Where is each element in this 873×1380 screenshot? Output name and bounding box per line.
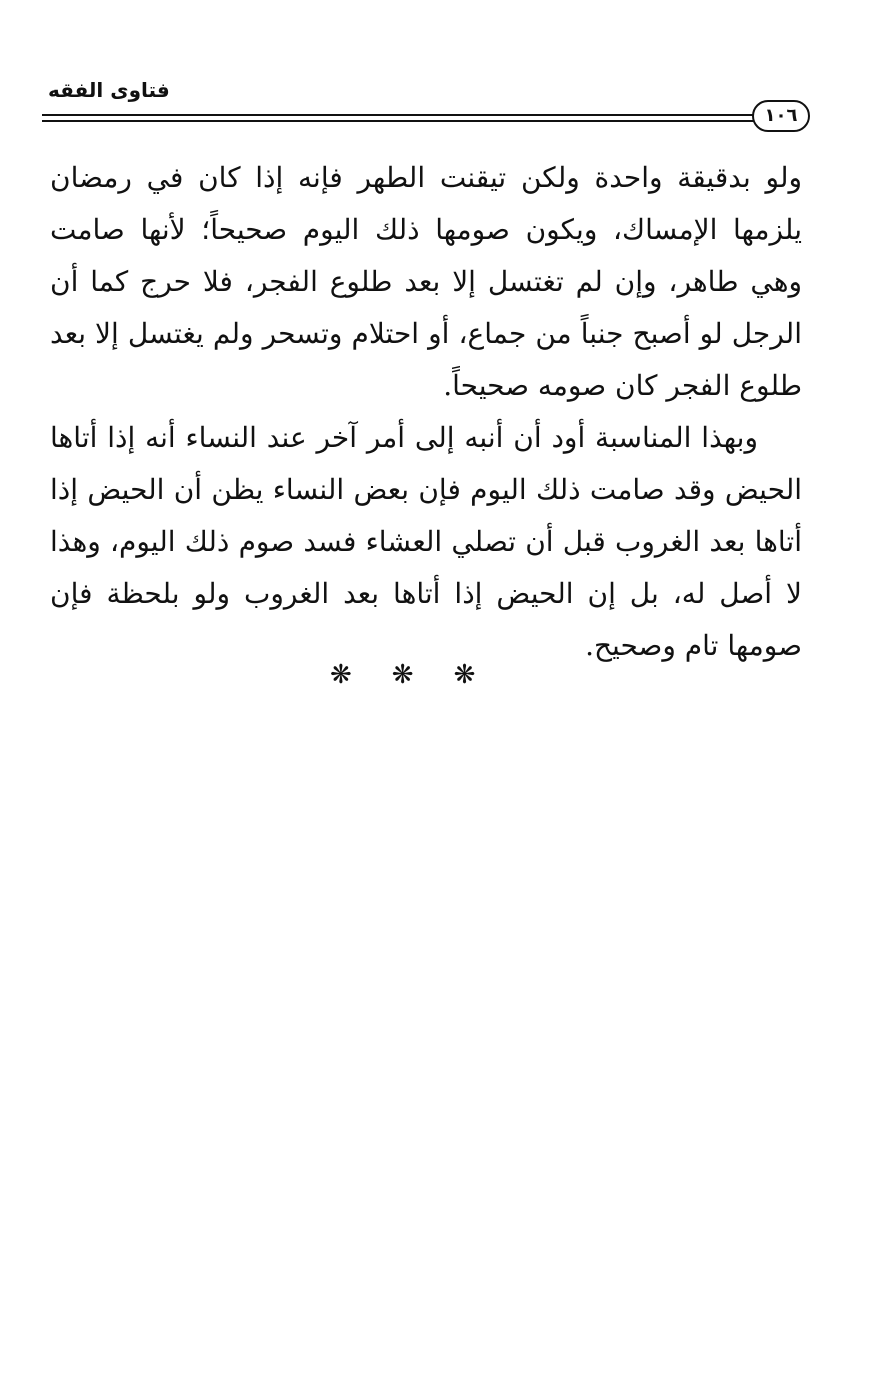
header-rule-top (42, 114, 758, 116)
header-rule-bottom (42, 120, 758, 122)
body-text (50, 152, 802, 672)
section-separator: ❋❋❋ (330, 660, 516, 690)
running-title: فتاوى الفقه (48, 78, 170, 102)
paragraph: وبهذا المناسبة أود أن أنبه إلى أمر آخر عند النساء أنه إذا أتاها الحيض وقد صامت ذلك اليوم فإن بعض النساء يظن أن الحيض إذا أتاها بعد الغروب قبل أن تصلي العشاء فسد صوم ذلك اليوم، وهذا لا أصل له، بل إن الحيض إذا أتاها بعد الغروب ولو بلحظة فإن صومها تام وصحيح. (50, 421, 802, 662)
page-number: ١٠٦ (752, 100, 810, 132)
paragraph: ولو بدقيقة واحدة ولكن تيقنت الطهر فإنه إذا كان في رمضان يلزمها الإمساك، ويكون صومها ذلك اليوم صحيحاً؛ لأنها صامت وهي طاهر، وإن لم تغتسل إلا بعد طلوع الفجر، فلا حرج كما أن الرجل لو أصبح جنباً من جماع، أو احتلام وتسحر ولم يغتسل إلا بعد طلوع الفجر كان صومه صحيحاً. (50, 161, 802, 402)
